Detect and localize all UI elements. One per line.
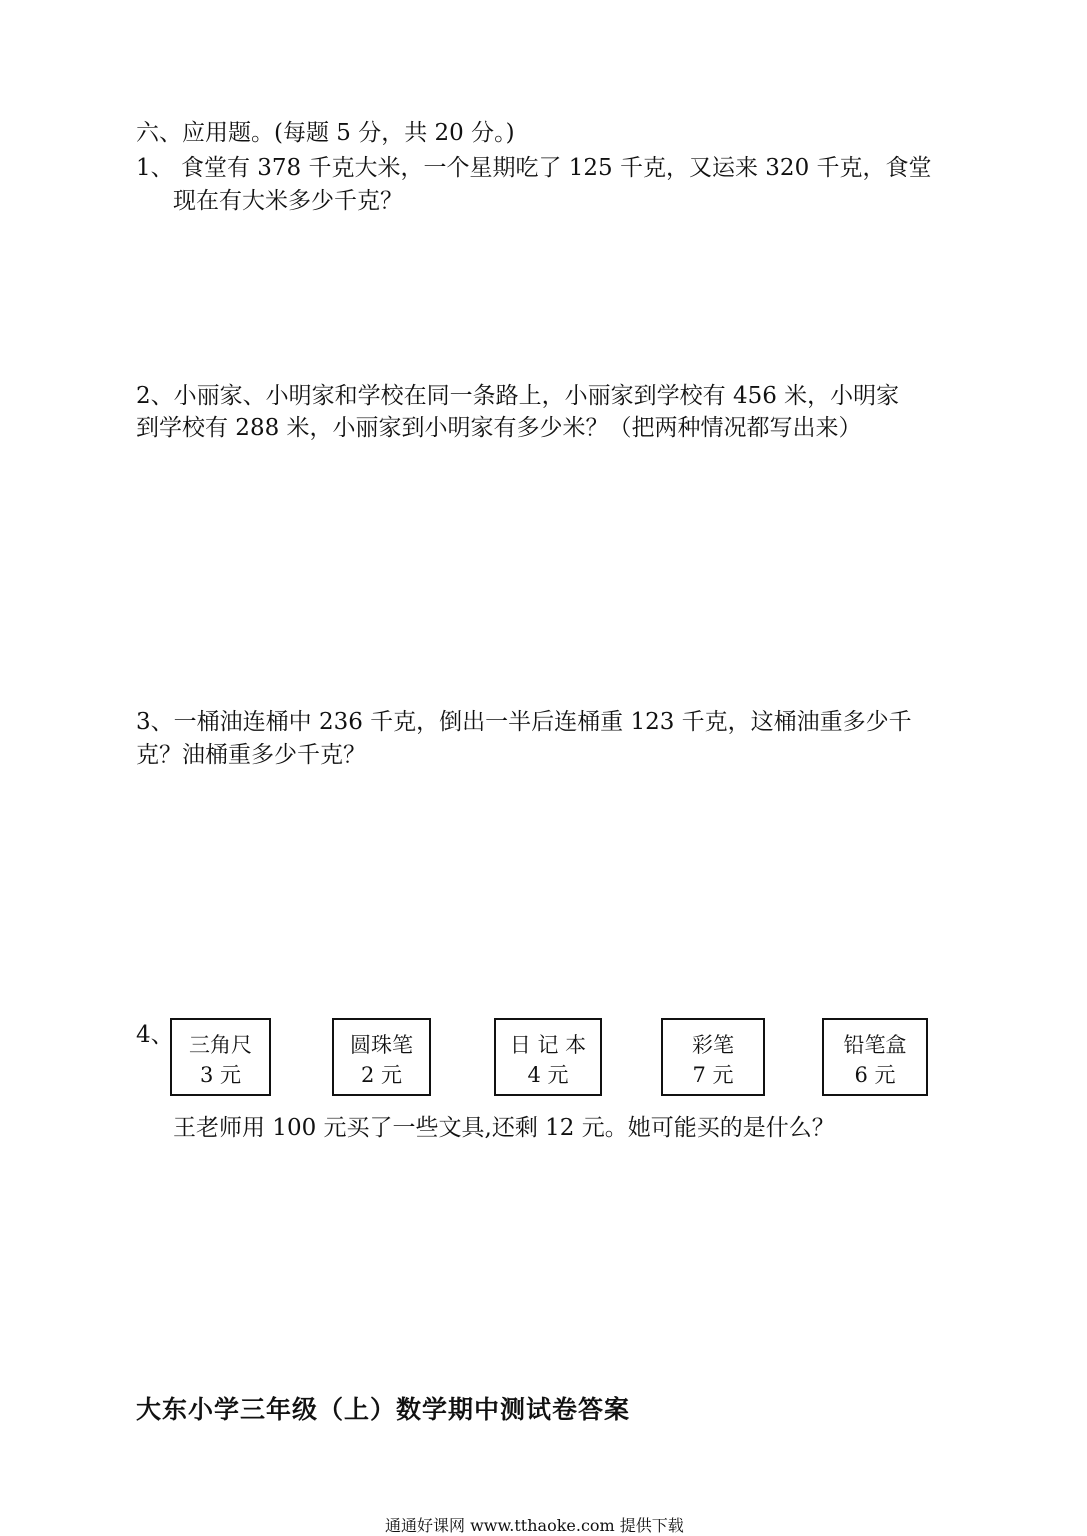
- question-1-line-1: 1、 食堂有 378 千克大米，一个星期吃了 125 千克，又运来 320 千克，食堂: [136, 155, 932, 181]
- item-name: 铅笔盒: [843, 1033, 907, 1057]
- question-4-number: 4、: [136, 1022, 174, 1048]
- item-card-pencil-case: [822, 1018, 928, 1096]
- item-name: 三角尺: [189, 1033, 252, 1057]
- question-2-line-1: 2、小丽家、小明家和学校在同一条路上，小丽家到学校有 456 米，小明家: [136, 383, 900, 409]
- item-price: 7 元: [692, 1063, 734, 1087]
- item-name: 彩笔: [692, 1033, 734, 1057]
- item-name: 日 记 本: [509, 1033, 587, 1057]
- item-price: 4 元: [527, 1063, 569, 1087]
- item-card-triangle-ruler: [170, 1018, 271, 1096]
- question-1-line-2: 现在有大米多少千克？: [173, 188, 403, 214]
- question-3-line-1: 3、一桶油连桶中 236 千克，倒出一半后连桶重 123 千克，这桶油重多少千: [136, 709, 912, 735]
- item-card-color-pens: [661, 1018, 765, 1096]
- item-price: 2 元: [360, 1063, 403, 1087]
- question-3-line-2: 克？油桶重多少千克？: [136, 742, 366, 768]
- footer-text: 通通好课网 www.tthaoke.com 提供下载: [385, 1516, 684, 1535]
- question-4-text: 王老师用 100 元买了一些文具,还剩 12 元。她可能买的是什么？: [173, 1115, 835, 1141]
- item-card-diary: [494, 1018, 602, 1096]
- section-heading: 六、应用题。(每题 5 分，共 20 分。): [136, 120, 515, 146]
- item-name: 圆珠笔: [350, 1033, 413, 1057]
- item-card-ballpoint-pen: [332, 1018, 431, 1096]
- item-price: 6 元: [854, 1063, 896, 1087]
- question-2-line-2: 到学校有 288 米，小丽家到小明家有多少米？（把两种情况都写出来）: [136, 415, 862, 441]
- item-price: 3 元: [199, 1063, 242, 1087]
- answer-title: 大东小学三年级（上）数学期中测试卷答案: [136, 1395, 631, 1424]
